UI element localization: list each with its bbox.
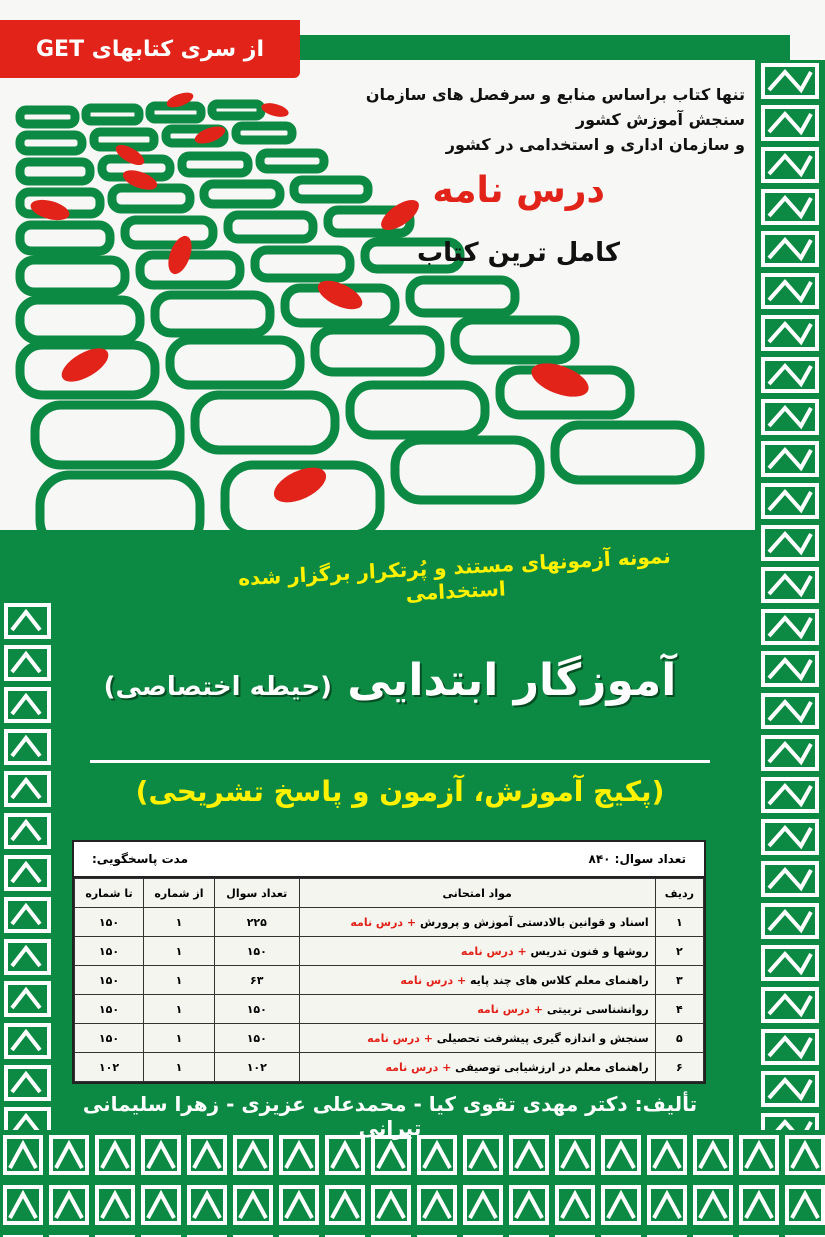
subject-tag: + درس نامه <box>367 1031 433 1045</box>
table-info <box>74 842 704 878</box>
subject-text: روانشناسی تربیتی <box>546 1002 649 1016</box>
divider-line <box>90 760 710 763</box>
authors: تألیف: دکتر مهدی تقوی کیا - محمدعلی عزیزی - زهرا سلیمانی تیرانی <box>82 1092 698 1140</box>
subject-tag: + درس نامه <box>350 915 417 929</box>
duration: مدت پاسخگویی: <box>92 852 189 866</box>
cell-from: ۱ <box>143 995 214 1024</box>
cell-row-number: ۲ <box>655 937 703 966</box>
cell-subject <box>299 908 655 937</box>
cell-subject <box>299 937 655 966</box>
subject-tag: + درس نامه <box>400 973 467 987</box>
subject-text: اسناد و قوانین بالادستی آموزش و پرورش <box>419 915 649 929</box>
table-row <box>75 1053 704 1082</box>
subject-tag: + درس نامه <box>460 944 527 958</box>
cell-row-number: ۶ <box>655 1053 703 1082</box>
exam-table <box>72 840 706 1084</box>
subject-text: راهنمای معلم کلاس های چند پایه <box>470 973 649 987</box>
cell-to: ۱۵۰ <box>75 1024 144 1053</box>
cell-row-number: ۵ <box>655 1024 703 1053</box>
subject-text: راهنمای معلم در ارزشیابی توصیفی <box>455 1060 649 1074</box>
cell-count: ۱۵۰ <box>214 995 299 1024</box>
cell-subject <box>299 1053 655 1082</box>
subject-tag: + درس نامه <box>385 1060 452 1074</box>
cell-count: ۶۳ <box>214 966 299 995</box>
table-row <box>75 937 704 966</box>
cell-from: ۱ <box>143 908 214 937</box>
dars-name-heading: درس نامه <box>432 170 605 211</box>
header-subject: مواد امتحانی <box>299 879 655 908</box>
title-paren: (حیطه اختصاصی) <box>103 672 332 702</box>
cell-row-number: ۳ <box>655 966 703 995</box>
intro-line-1: تنها کتاب براساس منابع و سرفصل های سازمان سنجش آموزش کشور <box>365 85 745 129</box>
subject-text: سنجش و اندازه گیری پیشرفت تحصیلی <box>436 1031 649 1045</box>
cell-count: ۲۲۵ <box>214 908 299 937</box>
cell-from: ۱ <box>143 1053 214 1082</box>
header-row-number: ردیف <box>655 879 703 908</box>
cell-to: ۱۵۰ <box>75 937 144 966</box>
cell-count: ۱۰۲ <box>214 1053 299 1082</box>
cell-subject <box>299 1024 655 1053</box>
intro-line-2: و سازمان اداری و استخدامی در کشور <box>445 135 745 154</box>
table-header-row <box>75 879 704 908</box>
package-line: (پکیج آموزش، آزمون و پاسخ تشریحی) <box>135 775 665 808</box>
cell-from: ۱ <box>143 937 214 966</box>
cell-to: ۱۰۲ <box>75 1053 144 1082</box>
cell-to: ۱۵۰ <box>75 995 144 1024</box>
intro-text <box>325 82 745 157</box>
table-row <box>75 908 704 937</box>
subject-text: روشها و فنون تدریس <box>530 944 649 958</box>
cell-row-number: ۱ <box>655 908 703 937</box>
cell-subject <box>299 995 655 1024</box>
table-row <box>75 966 704 995</box>
header-to: تا شماره <box>75 879 144 908</box>
total-questions: تعداد سوال: ۸۴۰ <box>588 852 686 866</box>
cell-subject <box>299 966 655 995</box>
series-badge: از سری کتابهای GET <box>0 20 300 78</box>
header-from: از شماره <box>143 879 214 908</box>
table-row <box>75 995 704 1024</box>
cell-count: ۱۵۰ <box>214 937 299 966</box>
cell-to: ۱۵۰ <box>75 966 144 995</box>
cell-to: ۱۵۰ <box>75 908 144 937</box>
header-count: تعداد سوال <box>214 879 299 908</box>
kamel-heading: کامل ترین کتاب <box>416 238 620 268</box>
book-title <box>60 655 720 706</box>
cell-from: ۱ <box>143 1024 214 1053</box>
cell-count: ۱۵۰ <box>214 1024 299 1053</box>
subtitle: نمونه آزمونهای مستند و پُرتکرار برگزار شده استخدامی <box>237 543 672 606</box>
cell-row-number: ۴ <box>655 995 703 1024</box>
subject-tag: + درس نامه <box>477 1002 543 1016</box>
cell-from: ۱ <box>143 966 214 995</box>
title-main: آموزگار ابتدایی <box>347 655 677 706</box>
table-row <box>75 1024 704 1053</box>
